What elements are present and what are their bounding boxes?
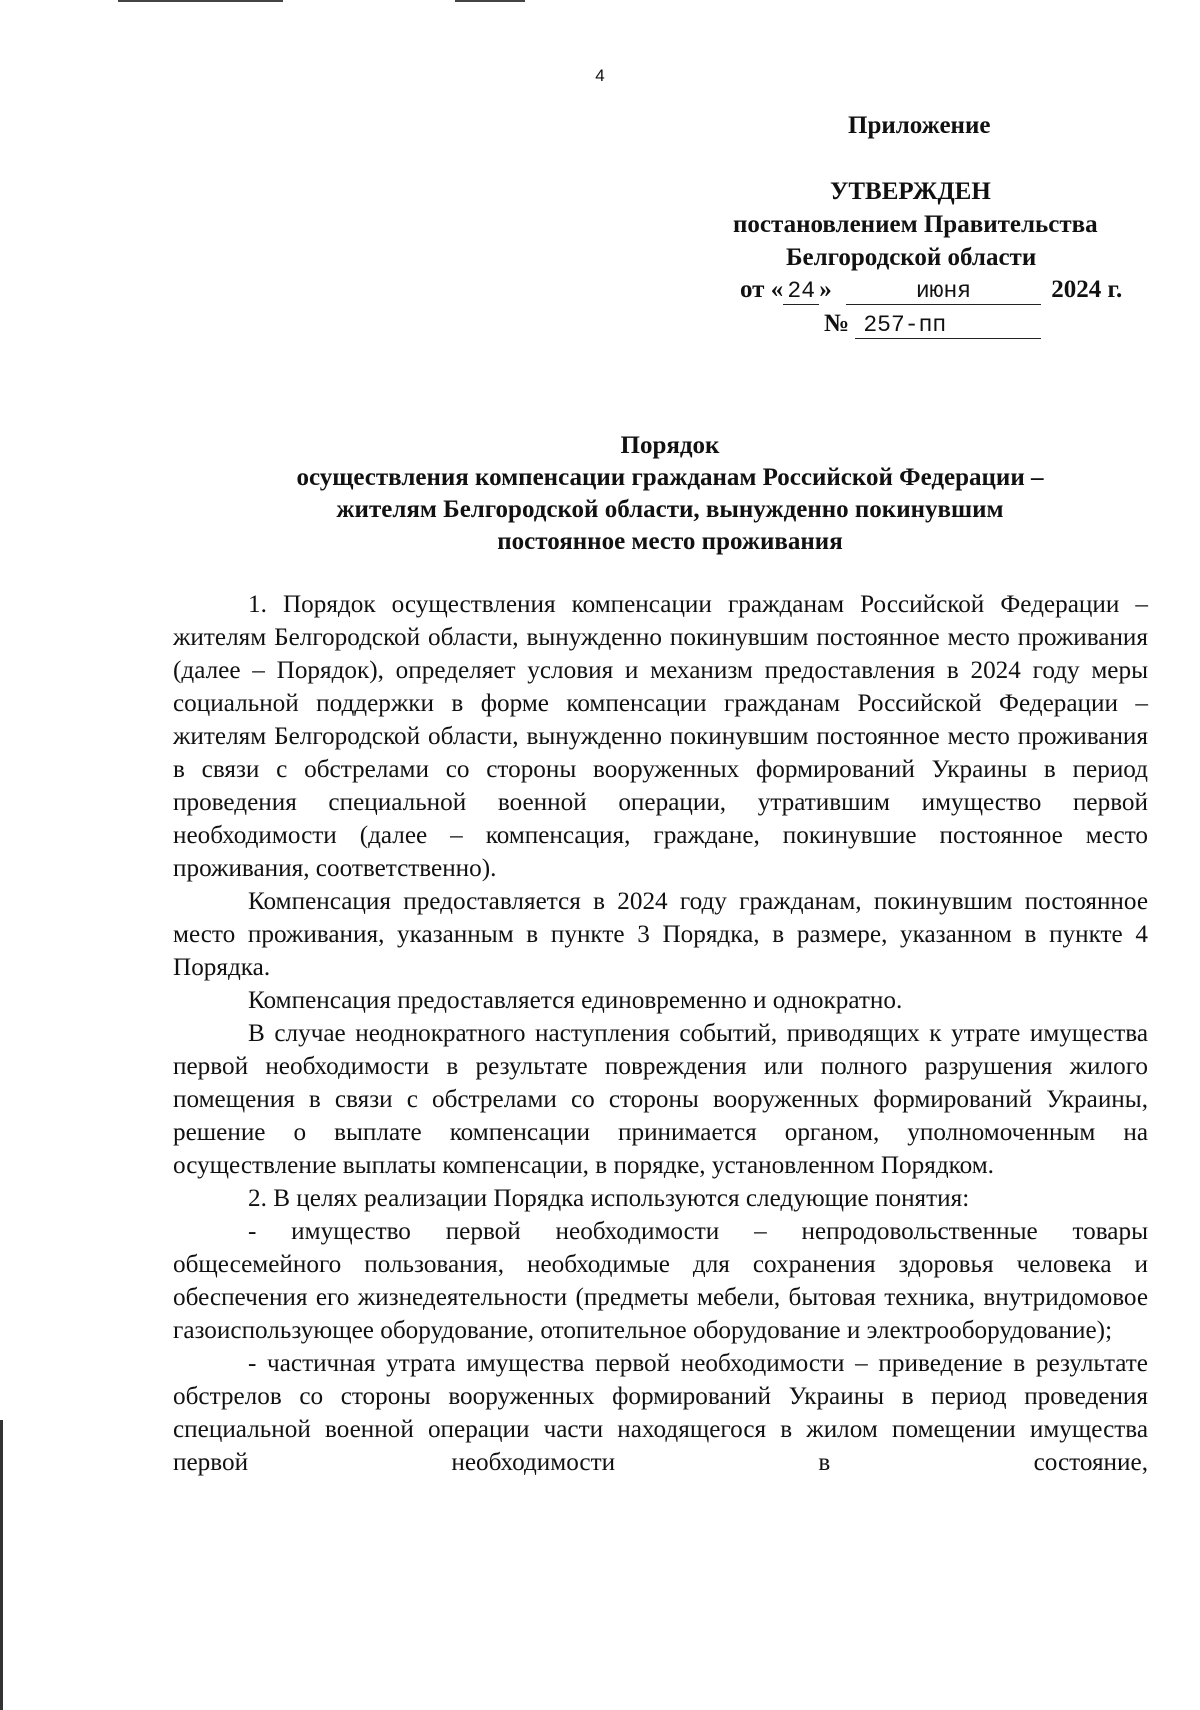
title-line-1: осуществления компенсации гражданам Российской Федерации –	[296, 464, 1044, 491]
date-month: июня	[846, 278, 1041, 305]
number-prefix: №	[824, 310, 850, 337]
paragraph: - имущество первой необходимости – непродовольственные товары общесемейного пользования, необходимые для сохранения здоровья человека и обеспечения его жизнедеятельности (предметы мебели, бытовая техника, внутридомовое газоиспользующее оборудование, отопительное оборудование и электрооборудование);	[173, 1218, 1148, 1344]
document-title	[170, 430, 1170, 558]
approval-number-line	[824, 310, 1041, 339]
appendix-label: Приложение	[848, 112, 991, 139]
paragraph: В случае неоднократного наступления событий, приводящих к утрате имущества первой необходимости в результате повреждения или полного разрушения жилого помещения в связи с обстрелами со стороны вооруженных формирований Украины, решение о выплате компенсации принимается органом, уполномоченным на осуществление выплаты компенсации, в порядке, установленном Порядком.	[173, 1020, 1148, 1179]
approval-line-2: Белгородской области	[786, 244, 1037, 271]
approval-line-1: постановлением Правительства	[733, 211, 1098, 238]
paragraph: Компенсация предоставляется в 2024 году гражданам, покинувшим постоянное место проживания, указанным в пункте 3 Порядка, в размере, указанном в пункте 4 Порядка.	[173, 888, 1148, 981]
date-day: 24	[783, 278, 819, 305]
title-line-2: жителям Белгородской области, вынужденно покинувшим	[336, 496, 1004, 523]
paragraph: - частичная утрата имущества первой необходимости – приведение в результате обстрелов со стороны вооруженных формирований Украины в период проведения специальной военной операции части находящегося в жилом помещении имущества первой необходимости в состояние,	[173, 1350, 1148, 1476]
document-number: 257-пп	[855, 312, 1041, 339]
scan-edge-artifact	[455, 0, 525, 2]
title-line-3: постоянное место проживания	[497, 528, 843, 555]
approval-stamp-title: УТВЕРЖДЕН	[830, 178, 991, 205]
title-heading: Порядок	[620, 432, 720, 459]
date-year: 2024 г.	[1051, 276, 1123, 303]
scan-edge-artifact	[118, 0, 283, 2]
body-text	[173, 588, 1148, 1479]
paragraph: 2. В целях реализации Порядка используются следующие понятия:	[248, 1185, 970, 1212]
paragraph: Компенсация предоставляется единовременно и однократно.	[248, 987, 903, 1014]
date-prefix: от «	[740, 276, 784, 303]
page-number: 4	[595, 66, 605, 85]
paragraph: 1. Порядок осуществления компенсации гражданам Российской Федерации – жителям Белгородской области, вынужденно покинувшим постоянное место проживания (далее – Порядок), определяет условия и механизм предоставления в 2024 году меры социальной поддержки в форме компенсации гражданам Российской Федерации – жителям Белгородской области, вынужденно покинувшим постоянное место проживания в связи с обстрелами со стороны вооруженных формирований Украины в период проведения специальной военной операции, утратившим имущество первой необходимости (далее – компенсация, граждане, покинувшие постоянное место проживания, соответственно).	[173, 591, 1148, 882]
approval-date-line	[740, 276, 1122, 305]
scan-edge-artifact	[0, 1420, 3, 1710]
date-mid: »	[819, 276, 832, 303]
